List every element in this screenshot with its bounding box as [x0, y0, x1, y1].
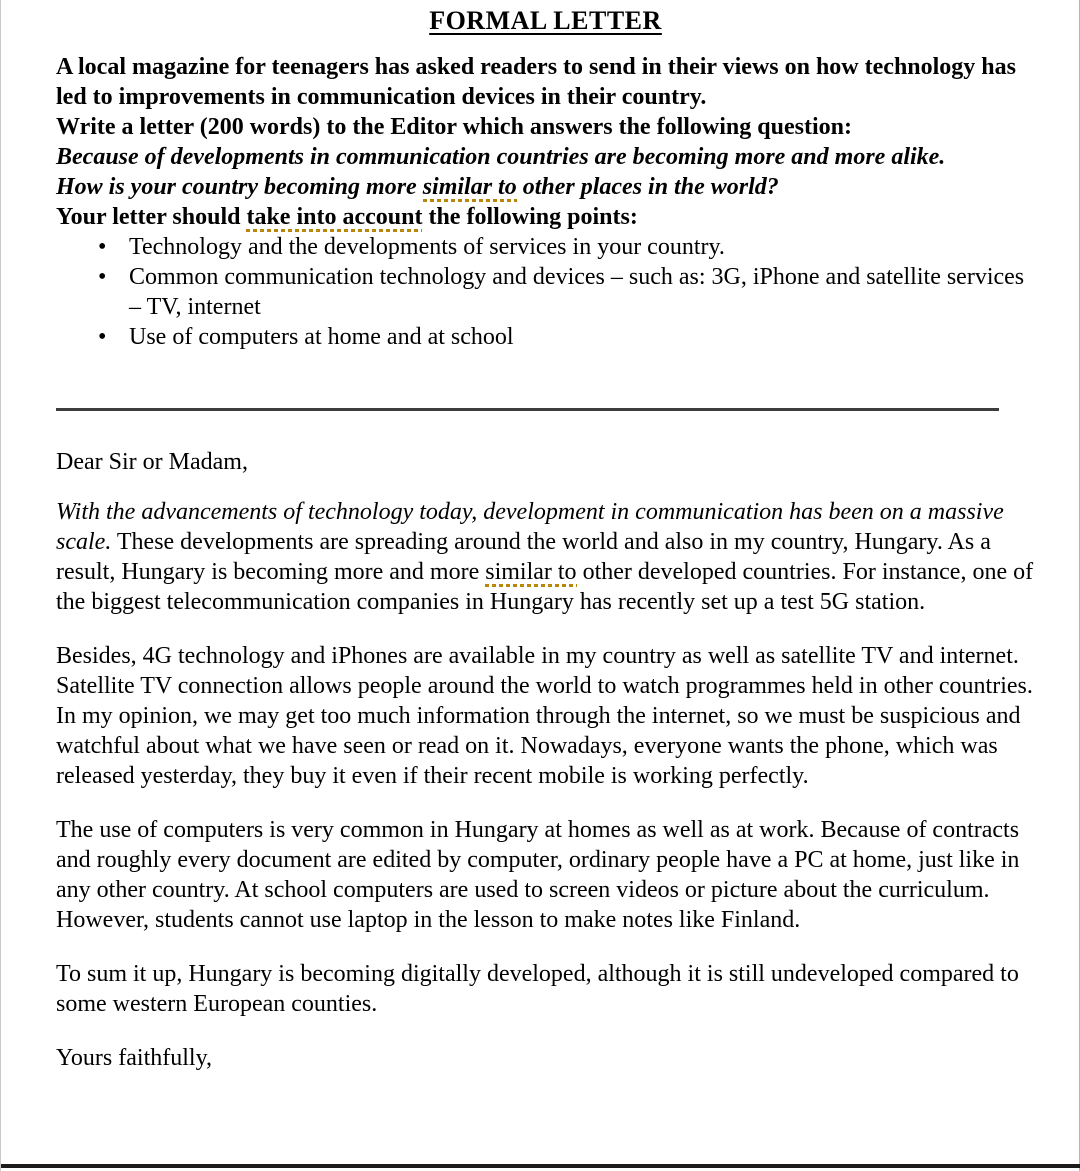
task-prompt-section — [56, 52, 1035, 352]
bullet-list — [56, 232, 1035, 352]
paragraph: To sum it up, Hungary is becoming digitally developed, although it is still undeveloped compared to some western European counties. — [56, 961, 1019, 1017]
paragraph-text: other developed countries. For instance, one of the biggest telecommunication companies in Hungary has recently set up a test 5G station. — [56, 559, 1034, 615]
grammar-marked-phrase: similar to — [422, 174, 517, 200]
question-line1: Because of developments in communication countries are becoming more and more alike. — [56, 144, 946, 170]
prompt-points-line — [56, 202, 1035, 232]
letter-body — [56, 447, 1035, 1073]
paragraph: The use of computers is very common in Hungary at homes as well as at work. Because of contracts and roughly every document are edited by computer, ordinary people have a PC at home, just like in any other country. At school computers are used to screen videos or picture about the curriculum. However, students cannot use laptop in the lesson to make notes like Finland. — [56, 817, 1020, 933]
paragraph-text: These developments are spreading around the world and also in my country, Hungary. As a result, Hungary is becoming more and more — [56, 529, 991, 585]
points-pre: Your letter should — [56, 204, 247, 230]
italic-opening-sentence: With the advancements of technology today, development in communication has been on a massive scale. — [56, 499, 1004, 555]
points-post: the following points: — [422, 204, 638, 230]
salutation: Dear Sir or Madam, — [56, 449, 248, 475]
document-body — [1, 0, 1079, 1073]
question-line2-pre: How is your country becoming more — [56, 174, 423, 200]
list-item: • Use of computers at home and at school — [56, 322, 1035, 352]
document-title: FORMAL LETTER — [429, 6, 662, 35]
list-item: • Technology and the developments of services in your country. — [56, 232, 1035, 262]
prompt-intro: A local magazine for teenagers has asked readers to send in their views on how technology has led to improvements in communication devices in their country. — [56, 54, 1016, 110]
question-line2-post: other places in the world? — [516, 174, 779, 200]
grammar-marked-phrase: similar to — [485, 559, 577, 585]
closing: Yours faithfully, — [56, 1045, 213, 1071]
paragraph — [56, 497, 1035, 617]
grammar-marked-phrase: take into account — [246, 204, 423, 230]
horizontal-rule — [56, 408, 999, 411]
paragraph: Besides, 4G technology and iPhones are available in my country as well as satellite TV and internet. Satellite TV connection allows people around the world to watch programmes held in other countries. In my opinion, we may get too much information through the internet, so we must be suspicious and watchful about what we have seen or read on it. Nowadays, everyone wants the phone, which was released yesterday, they buy it even if their recent mobile is working perfectly. — [56, 643, 1033, 789]
list-item: • Common communication technology and devices – such as: 3G, iPhone and satellite services – TV, internet — [56, 262, 1035, 322]
prompt-question — [56, 142, 1035, 202]
window-bottom-edge — [1, 1164, 1080, 1168]
prompt-instruction: Write a letter (200 words) to the Editor which answers the following question: — [56, 114, 852, 140]
